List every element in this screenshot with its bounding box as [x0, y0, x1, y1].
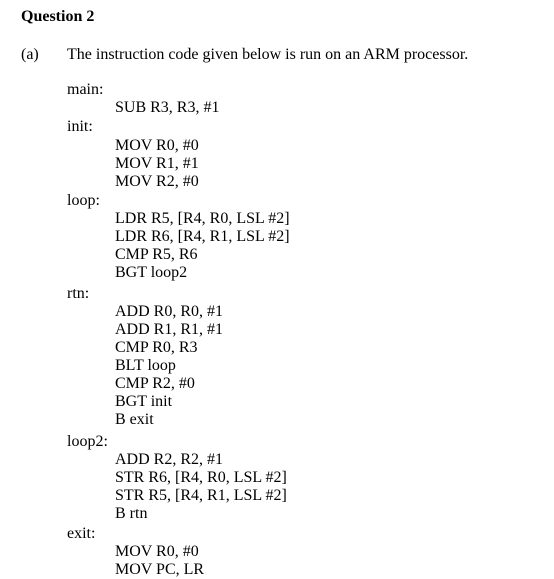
code-label-main: main:: [67, 81, 104, 98]
instruction-line: STR R5, [R4, R1, LSL #2]: [115, 487, 287, 504]
instruction-line: CMP R5, R6: [115, 246, 198, 263]
instruction-line: SUB R3, R3, #1: [115, 99, 220, 116]
code-block-main: [115, 99, 219, 117]
instruction-line: MOV R0, #0: [115, 543, 199, 560]
instruction-line: BGT loop2: [115, 264, 188, 281]
code-label-init: init:: [67, 118, 93, 135]
code-block-exit: [115, 543, 204, 579]
instruction-line: STR R6, [R4, R0, LSL #2]: [115, 469, 287, 486]
question-intro: The instruction code given below is run on an ARM processor.: [67, 46, 469, 63]
code-block-loop2: [115, 451, 287, 523]
instruction-line: BLT loop: [115, 357, 176, 374]
code-label-loop: loop:: [67, 192, 100, 209]
part-label: (a): [21, 46, 39, 63]
instruction-line: LDR R5, [R4, R0, LSL #2]: [115, 210, 290, 227]
code-label-exit: exit:: [67, 525, 96, 542]
instruction-line: B rtn: [115, 505, 148, 522]
instruction-line: ADD R0, R0, #1: [115, 303, 224, 320]
instruction-line: B exit: [115, 411, 154, 428]
code-block-loop: [115, 210, 290, 282]
instruction-line: CMP R2, #0: [115, 375, 195, 392]
instruction-line: BGT init: [115, 393, 173, 410]
instruction-line: CMP R0, R3: [115, 339, 198, 356]
instruction-line: MOV R2, #0: [115, 173, 199, 190]
instruction-line: MOV R1, #1: [115, 155, 199, 172]
code-label-rtn: rtn:: [67, 285, 90, 302]
code-label-loop2: loop2:: [67, 433, 108, 450]
instruction-line: ADD R2, R2, #1: [115, 451, 224, 468]
instruction-line: LDR R6, [R4, R1, LSL #2]: [115, 228, 290, 245]
instruction-line: ADD R1, R1, #1: [115, 321, 224, 338]
question-heading: Question 2: [21, 8, 95, 25]
instruction-line: MOV PC, LR: [115, 561, 205, 578]
instruction-line: MOV R0, #0: [115, 137, 199, 154]
code-block-rtn: [115, 303, 223, 429]
code-block-init: [115, 137, 199, 191]
